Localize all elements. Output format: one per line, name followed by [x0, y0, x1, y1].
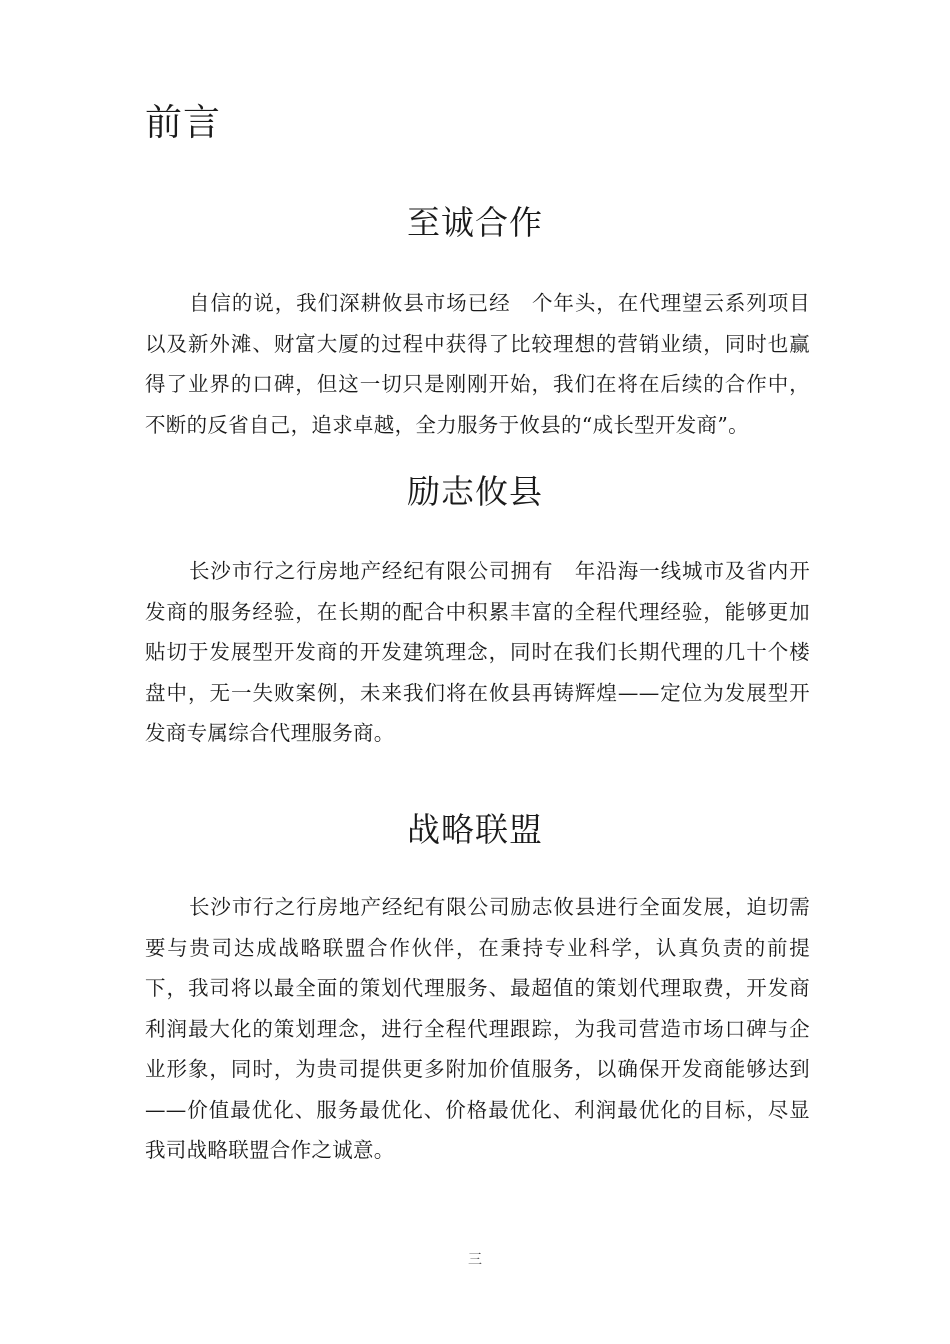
- section-heading-inspire-youxian: 励志攸县: [407, 472, 543, 511]
- section-heading-strategic-alliance: 战略联盟: [407, 810, 543, 849]
- section-body-strategic-alliance: 长沙市行之行房地产经纪有限公司励志攸县进行全面发展，迫切需要与贵司达成战略联盟合作伙伴，在秉持专业科学，认真负责的前提下，我司将以最全面的策划代理服务、最超值的策划代理取费，开发商利润最大化的策划理念，进行全程代理跟踪，为我司营造市场口碑与企业形象，同时，为贵司提供更多附加价值服务，以确保开发商能够达到——价值最优化、服务最优化、价格最优化、利润最优化的目标，尽显我司战略联盟合作之诚意。: [145, 895, 810, 1162]
- section-body-sincere-cooperation: 自信的说，我们深耕攸县市场已经 个年头，在代理望云系列项目以及新外滩、财富大厦的过程中获得了比较理想的营销业绩，同时也赢得了业界的口碑，但这一切只是刚刚开始，我们在将在后续的合作中，不断的反省自己，追求卓越，全力服务于攸县的“成长型开发商”。: [145, 291, 810, 437]
- section-body-inspire-youxian: 长沙市行之行房地产经纪有限公司拥有 年沿海一线城市及省内开发商的服务经验，在长期的配合中积累丰富的全程代理经验，能够更加贴切于发展型开发商的开发建筑理念，同时在我们长期代理的几十个楼盘中，无一失败案例，未来我们将在攸县再铸辉煌——定位为发展型开发商专属综合代理服务商。: [145, 559, 810, 745]
- section-heading-sincere-cooperation: 至诚合作: [407, 203, 543, 242]
- preface-title: 前言: [145, 101, 221, 144]
- page-number: 三: [468, 1252, 482, 1268]
